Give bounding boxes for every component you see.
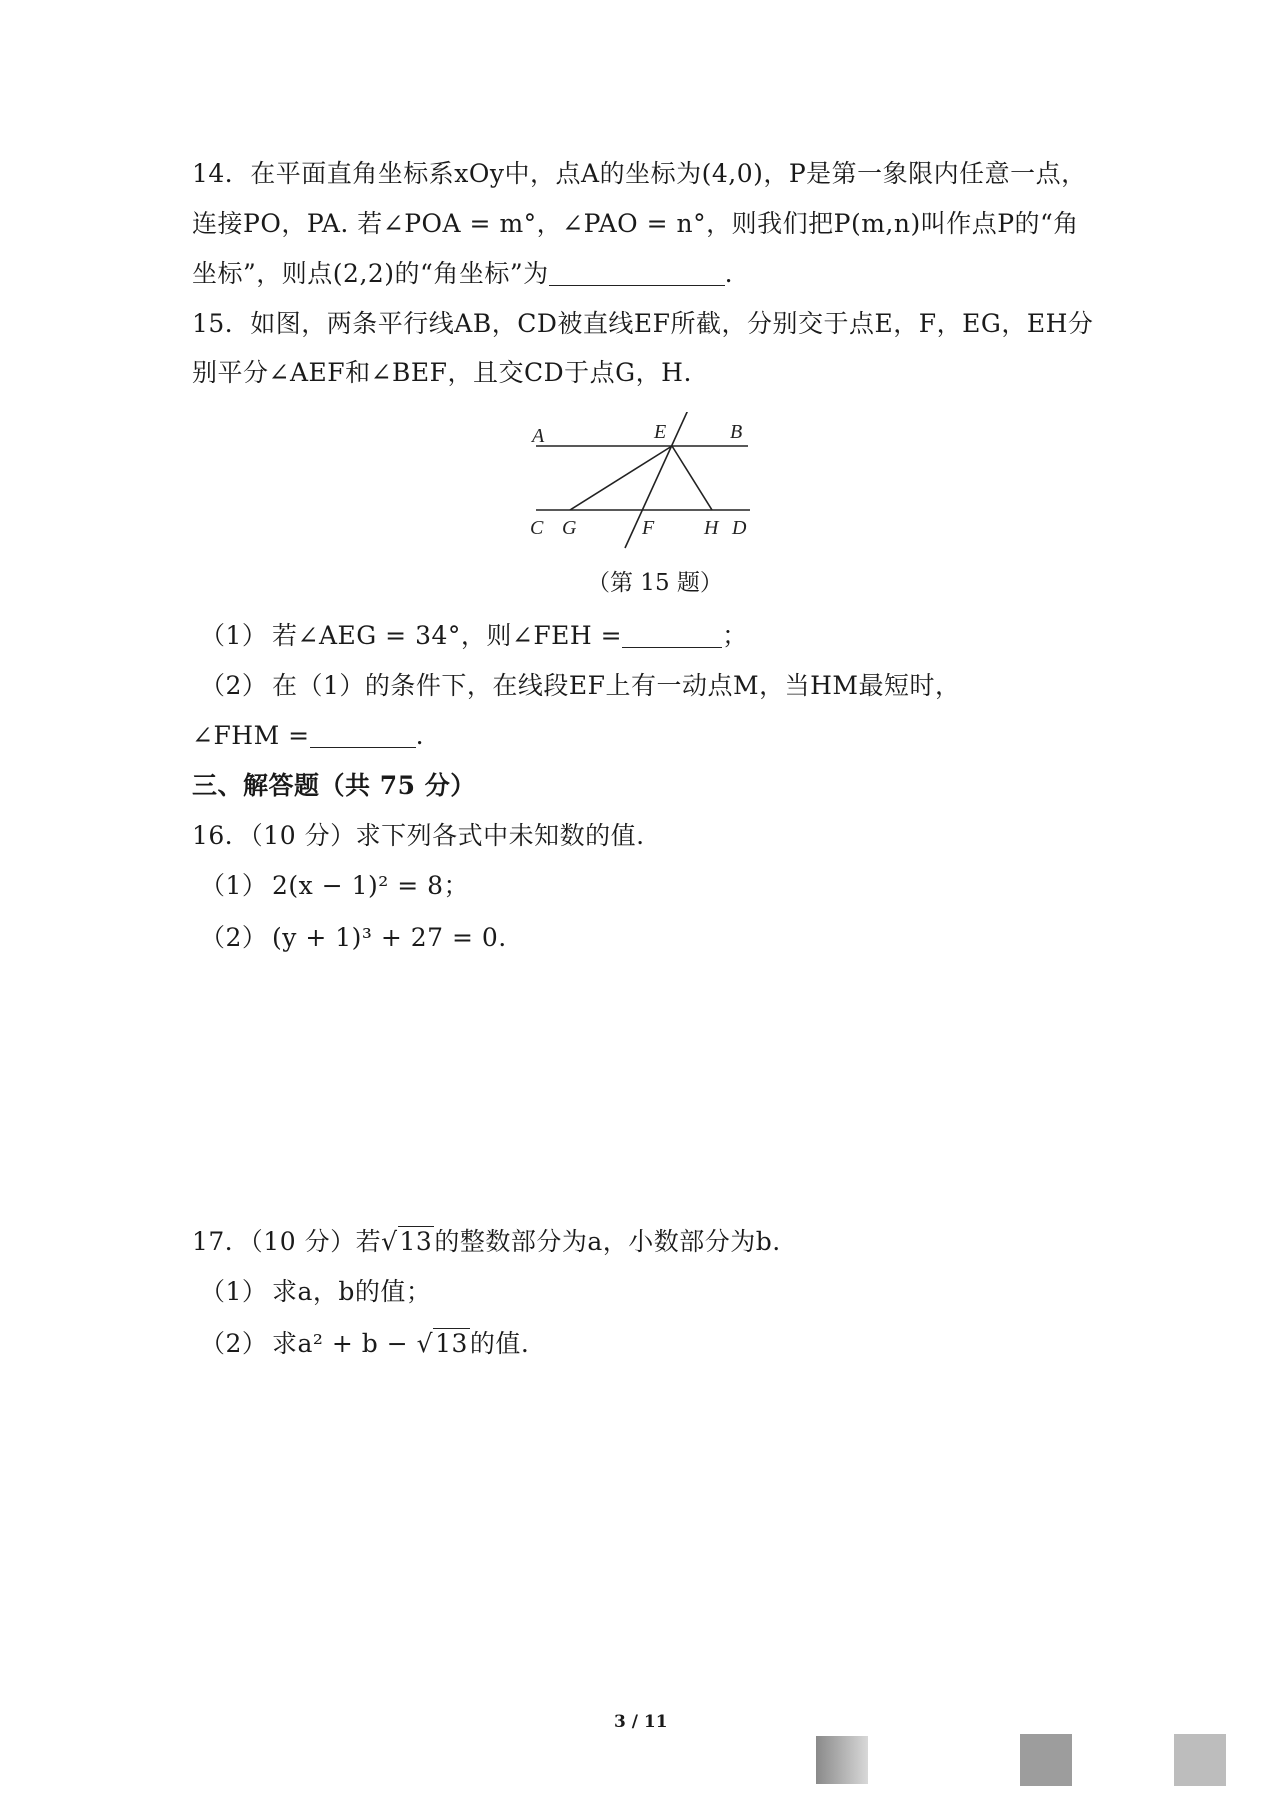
label-c: C: [530, 517, 544, 539]
q15-sub1-text: 若∠AEG = 34°，则∠FEH =: [272, 621, 623, 650]
label-h: H: [704, 517, 719, 539]
q17-sub2-num: （2）: [200, 1329, 268, 1358]
label-f: F: [642, 517, 655, 539]
q15-sub-1: （1） 若∠AEG = 34°，则∠FEH = ；: [200, 618, 748, 654]
figure-svg: [520, 412, 760, 562]
q14-line-2: 连接PO，PA. 若∠POA = m°，∠PAO = n°，则我们把P(m,n)叫作点P的“角: [192, 209, 1079, 238]
label-a: A: [532, 425, 545, 447]
q15-sub2-cont-text: ∠FHM =: [192, 721, 310, 750]
label-b: B: [730, 421, 743, 443]
label-d: D: [732, 517, 747, 539]
answer-blank-q15-1: [622, 623, 722, 648]
q17-sub1-text: 求a，b的值；: [272, 1277, 432, 1306]
q15-sub-2-cont: ∠FHM = .: [192, 721, 425, 750]
scan-artifact-1: [816, 1736, 868, 1784]
q14-line-1: 14．在平面直角坐标系xOy中，点A的坐标为(4,0)，P是第一象限内任意一点，: [192, 159, 1087, 188]
answer-blank-q14: [549, 261, 725, 286]
q14-line-3: 坐标”，则点(2,2)的“角坐标”为 .: [192, 259, 734, 288]
label-g: G: [562, 517, 577, 539]
q17-sub-1: [200, 1274, 431, 1310]
label-e: E: [654, 421, 667, 443]
answer-blank-q15-2: [310, 723, 416, 748]
q15-sub-2: [200, 668, 961, 704]
q17-sub-2: （2） 求a² + b − √13的值.: [200, 1326, 529, 1362]
q15-sub1-num: （1）: [200, 621, 268, 650]
scan-artifact-2: [1020, 1734, 1072, 1786]
section-title: 三、解答题（共 75 分）: [192, 771, 476, 800]
q16-sub1-text: 2(x − 1)² = 8；: [272, 871, 470, 900]
q16-stem: 16．（10 分）求下列各式中未知数的值.: [192, 821, 645, 850]
figure-caption: （第 15 题）: [587, 570, 723, 596]
q15-line-1: 15．如图，两条平行线AB，CD被直线EF所截，分别交于点E，F，EG，EH分: [192, 309, 1094, 338]
q15-sub2-num: （2）: [200, 671, 268, 700]
q16-sub-1: [200, 868, 469, 904]
q17-stem-pre: 17．（10 分）若: [192, 1227, 382, 1256]
scan-artifact-3: [1174, 1734, 1226, 1786]
q15-line-2: 别平分∠AEF和∠BEF，且交CD于点G，H.: [192, 358, 692, 387]
q14-line-3-text: 坐标”，则点(2,2)的“角坐标”为: [192, 259, 549, 288]
page-number: 3 / 11: [614, 1712, 668, 1732]
q17-sub1-num: （1）: [200, 1277, 268, 1306]
q16-sub1-num: （1）: [200, 871, 268, 900]
q16-sub-2: [200, 920, 507, 956]
q16-sub2-num: （2）: [200, 923, 268, 952]
q17-sub2-pre: 求a² + b −: [272, 1329, 417, 1358]
q16-sub2-text: (y + 1)³ + 27 = 0.: [272, 923, 507, 952]
q17-stem-post: 的整数部分为a，小数部分为b.: [434, 1227, 781, 1256]
line-eh: [672, 446, 712, 510]
q17-sub2-sqrt: 13: [435, 1329, 468, 1358]
q17-sqrt: 13: [399, 1227, 433, 1256]
q15-sub2-text: 在（1）的条件下，在线段EF上有一动点M，当HM最短时，: [272, 671, 961, 700]
q17-stem: 17．（10 分）若√13的整数部分为a，小数部分为b.: [192, 1227, 781, 1256]
geometry-figure: [520, 412, 760, 562]
q17-sub2-post: 的值.: [469, 1329, 530, 1358]
